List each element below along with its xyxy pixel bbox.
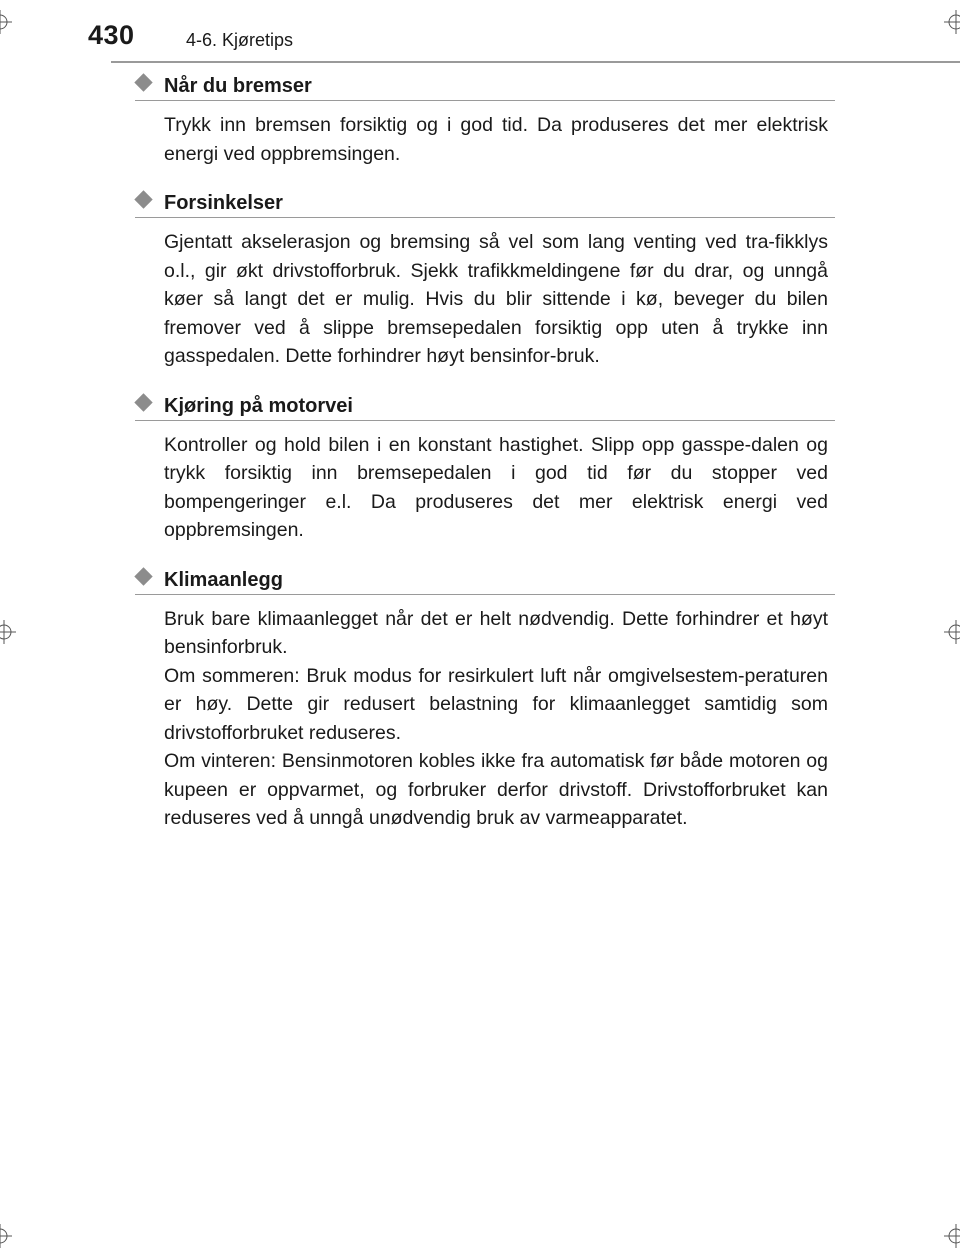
section-paragraph: Kontroller og hold bilen i en konstant hastighet. Slipp opp gasspe-dalen og trykk forsiktig inn bremsepedalen i god tid før du stopper ved bompengeringer e.l. Da produseres det mer elektrisk energi ved oppbremsingen.: [164, 433, 828, 541]
crop-mark-mid-right-icon: [944, 620, 960, 644]
section-paragraph: Om sommeren: Bruk modus for resirkulert luft når omgivelsestem-peraturen er høy. Dette gir redusert belastning for klimaanlegget samtidig som drivstofforbruket reduseres.: [164, 664, 828, 744]
section-paragraph: Bruk bare klimaanlegget når det er helt nødvendig. Dette forhindrer et høyt bensinforbruk.: [164, 607, 828, 658]
header-divider: [111, 61, 960, 63]
section-paragraph: Gjentatt akselerasjon og bremsing så vel som lang venting ved tra-fikklys o.l., gir økt drivstofforbruk. Sjekk trafikkmeldingene før du drar, og unngå køer så langt det er mulig. Hvis du blir sittende i kø, beveger du bilen fremover ved å slippe bremsepedalen forsiktig opp uten å trykke inn gasspedalen. Dette forhindrer høyt bensinfor-bruk.: [164, 231, 828, 367]
section-title: Kjøring på motorvei: [164, 394, 353, 417]
section-paragraph: Trykk inn bremsen forsiktig og i god tid. Da produseres det mer elektrisk energi ved oppbremsingen.: [164, 114, 828, 165]
diamond-bullet-icon: [134, 73, 152, 91]
diamond-bullet-icon: [134, 567, 152, 585]
page-header: [0, 0, 960, 64]
section-paragraph: Om vinteren: Bensinmotoren kobles ikke fra automatisk før både motoren og kupeen er oppvarmet, og forbruker derfor drivstoff. Drivstofforbruket kan reduseres ved å unngå unødvendig bruk av varmeapparatet.: [164, 750, 828, 829]
section-heading: [135, 390, 835, 421]
section-climate: [135, 564, 835, 833]
section-highway: [135, 390, 835, 564]
section-title: Klimaanlegg: [164, 568, 283, 591]
section-heading: [135, 187, 835, 218]
section-title: Når du bremser: [164, 75, 312, 97]
diamond-bullet-icon: [134, 393, 152, 411]
crop-mark-bottom-right-icon: [944, 1224, 960, 1248]
section-label: 4-6. Kjøretips: [186, 30, 294, 50]
crop-mark-bottom-left-icon: [0, 1224, 12, 1248]
page-number: 430: [88, 20, 135, 50]
section-heading: [135, 70, 835, 101]
diamond-bullet-icon: [134, 190, 152, 208]
section-title: Forsinkelser: [164, 192, 283, 214]
crop-mark-mid-left-icon: [0, 620, 16, 644]
section-heading: [135, 564, 835, 595]
section-braking: [135, 70, 835, 187]
section-delays: [135, 187, 835, 390]
page-content: [135, 70, 835, 833]
